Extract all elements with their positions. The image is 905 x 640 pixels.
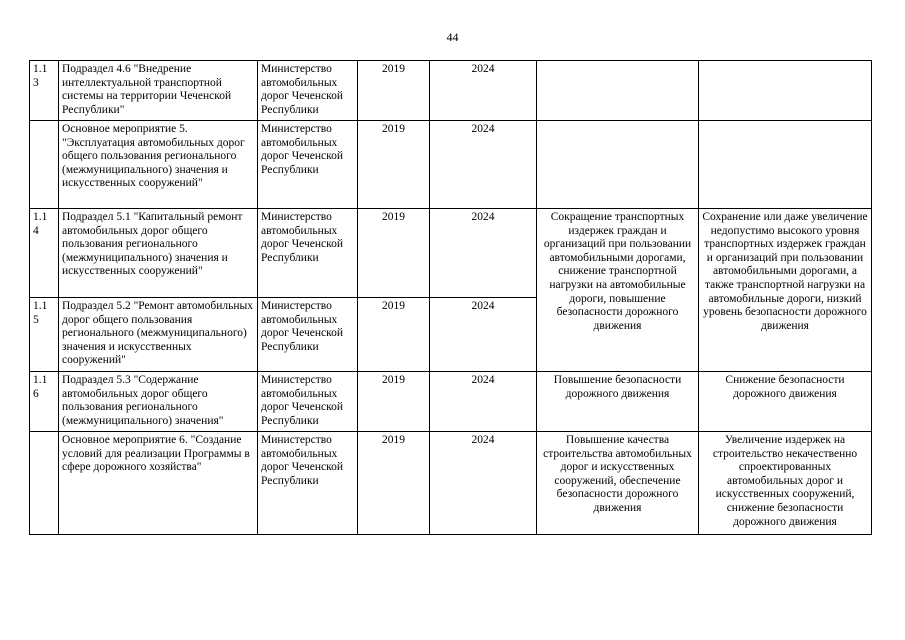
page-number: 44 xyxy=(446,30,459,44)
table-row xyxy=(30,209,872,298)
program-table xyxy=(29,60,872,535)
activity-name: Подраздел 5.3 "Содержание автомобильных дорог общего пользования регионального (межмуниципального) значения" xyxy=(59,372,258,432)
merged-expected-result: Сокращение транспортных издержек граждан и организаций при пользовании автомобильными дорогами, снижение транспортной нагрузки на автомобильные дороги, повышение безопасности дорожного движения xyxy=(537,209,699,372)
start-year: 2019 xyxy=(358,372,430,432)
executor: Министерство автомобильных дорог Чеченской Республики xyxy=(258,121,358,209)
end-year: 2024 xyxy=(430,61,537,121)
activity-name: Основное мероприятие 6. "Создание условий для реализации Программы в сфере дорожного хозяйства" xyxy=(59,432,258,535)
merged-consequence: Сохранение или даже увеличение недопустимо высокого уровня транспортных издержек граждан и организаций при пользовании автомобильными дорогами, а также транспортной нагрузки на автомобильные дороги, низкий уровень безопасности дорожного движения xyxy=(699,209,872,372)
end-year: 2024 xyxy=(430,432,537,535)
consequence xyxy=(699,61,872,121)
expected-result: Повышение безопасности дорожного движения xyxy=(537,372,699,432)
expected-result xyxy=(537,121,699,209)
start-year: 2019 xyxy=(358,298,430,372)
start-year: 2019 xyxy=(358,61,430,121)
executor: Министерство автомобильных дорог Чеченской Республики xyxy=(258,432,358,535)
executor: Министерство автомобильных дорог Чеченской Республики xyxy=(258,298,358,372)
activity-name: Подраздел 4.6 "Внедрение интеллектуальной транспортной системы на территории Чеченской Республики" xyxy=(59,61,258,121)
end-year: 2024 xyxy=(430,298,537,372)
row-number: 1.1 4 xyxy=(30,209,59,298)
consequence: Снижение безопасности дорожного движения xyxy=(699,372,872,432)
row-number: 1.1 3 xyxy=(30,61,59,121)
activity-name: Подраздел 5.1 "Капитальный ремонт автомобильных дорог общего пользования регионального (межмуниципального) значения и искусственных сооружений" xyxy=(59,209,258,298)
start-year: 2019 xyxy=(358,209,430,298)
activity-name: Подраздел 5.2 "Ремонт автомобильных дорог общего пользования регионального (межмуниципального) значения и искусственных сооружений" xyxy=(59,298,258,372)
end-year: 2024 xyxy=(430,121,537,209)
row-number: 1.1 6 xyxy=(30,372,59,432)
expected-result xyxy=(537,61,699,121)
end-year: 2024 xyxy=(430,372,537,432)
end-year: 2024 xyxy=(430,209,537,298)
start-year: 2019 xyxy=(358,121,430,209)
row-number xyxy=(30,432,59,535)
table-row xyxy=(30,61,872,121)
start-year: 2019 xyxy=(358,432,430,535)
table-row xyxy=(30,372,872,432)
consequence: Увеличение издержек на строительство некачественно спроектированных автомобильных дорог и искусственных сооружений, снижение безопасности дорожного движения xyxy=(699,432,872,535)
activity-name: Основное мероприятие 5. "Эксплуатация автомобильных дорог общего пользования регионального (межмуниципального) значения и искусственных сооружений" xyxy=(59,121,258,209)
executor: Министерство автомобильных дорог Чеченской Республики xyxy=(258,372,358,432)
table-row xyxy=(30,121,872,209)
row-number xyxy=(30,121,59,209)
consequence xyxy=(699,121,872,209)
table-row xyxy=(30,432,872,535)
executor: Министерство автомобильных дорог Чеченской Республики xyxy=(258,209,358,298)
executor: Министерство автомобильных дорог Чеченской Республики xyxy=(258,61,358,121)
expected-result: Повышение качества строительства автомобильных дорог и искусственных сооружений, обеспечение безопасности дорожного движения xyxy=(537,432,699,535)
row-number: 1.1 5 xyxy=(30,298,59,372)
